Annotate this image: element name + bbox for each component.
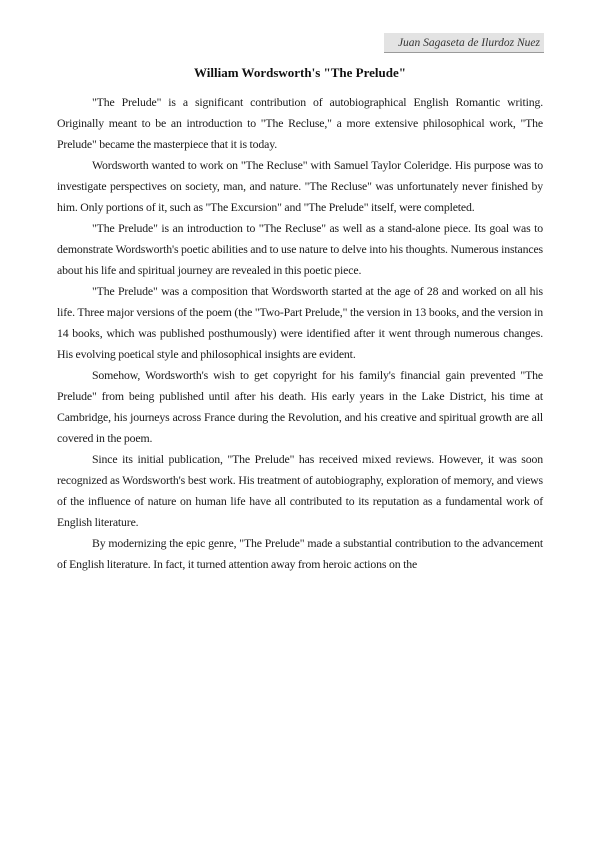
- paragraph: "The Prelude" is a significant contribution of autobiographical English Romantic writing. Originally meant to be an introduction to "The Recluse," a more extensive philosophical work, "The Prelude" became the masterpiece that it is today.: [57, 95, 543, 151]
- paragraph: Wordsworth wanted to work on "The Recluse" with Samuel Taylor Coleridge. His purpose was to investigate perspectives on society, man, and nature. "The Recluse" was unfortunately never finished by him. Only portions of it, such as "The Excursion" and "The Prelude" itself, were completed.: [57, 158, 543, 214]
- author-header: Juan Sagaseta de Ilurdoz Nuez: [384, 33, 544, 53]
- document-title: William Wordsworth's "The Prelude": [194, 65, 406, 80]
- paragraph: By modernizing the epic genre, "The Prelude" made a substantial contribution to the advancement of English literature. In fact, it turned attention away from heroic actions on the: [57, 536, 543, 571]
- paragraph: "The Prelude" is an introduction to "The Recluse" as well as a stand-alone piece. Its goal was to demonstrate Wordsworth's poetic abilities and to use nature to delve into his thoughts. Numerous instances about his life and spiritual journey are revealed in this poetic piece.: [57, 221, 543, 277]
- paragraph: Somehow, Wordsworth's wish to get copyright for his family's financial gain prevented "The Prelude" from being published until after his death. His early years in the Lake District, his time at Cambridge, his journeys across France during the Revolution, and his creative and spiritual growth are all covered in the poem.: [57, 368, 543, 445]
- paragraph: Since its initial publication, "The Prelude" has received mixed reviews. However, it was soon recognized as Wordsworth's best work. His treatment of autobiography, exploration of memory, and views of the influence of nature on human life have all contributed to its reputation as a fundamental work of English literature.: [57, 452, 543, 529]
- paragraph: "The Prelude" was a composition that Wordsworth started at the age of 28 and worked on all his life. Three major versions of the poem (the "Two-Part Prelude," the version in 13 books, and the version in 14 books, which was published posthumously) were identified after it went through numerous changes. His evolving poetical style and philosophical insights are evident.: [57, 284, 543, 361]
- document-body: [57, 92, 543, 575]
